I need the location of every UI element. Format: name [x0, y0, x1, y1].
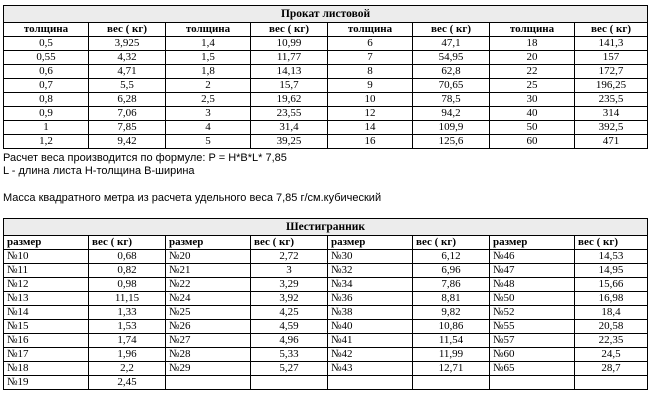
table-cell: 7,06 [89, 107, 166, 121]
table-cell: №27 [166, 334, 251, 348]
table-cell [413, 376, 490, 390]
table-cell: 6 [328, 37, 413, 51]
table-cell: 5,33 [251, 348, 328, 362]
table-cell: 0,5 [4, 37, 89, 51]
table-cell: №28 [166, 348, 251, 362]
table-cell: 15,66 [575, 278, 648, 292]
table-cell: 235,5 [575, 93, 648, 107]
table-row [4, 278, 648, 292]
table-cell: 9,42 [89, 135, 166, 149]
table-cell: 50 [490, 121, 575, 135]
table-cell: №47 [490, 264, 575, 278]
table-cell: №65 [490, 362, 575, 376]
table-cell: 94,2 [413, 107, 490, 121]
table-cell: №14 [4, 306, 89, 320]
table-cell: 28,7 [575, 362, 648, 376]
table-cell: 14,53 [575, 250, 648, 264]
variables-legend: L - длина листа H-толщина B-ширина [3, 165, 195, 177]
column-header: размер [490, 236, 575, 250]
table-cell: 4,59 [251, 320, 328, 334]
table-cell: 20,58 [575, 320, 648, 334]
sheet-table-title: Прокат листовой [4, 6, 648, 23]
table-cell: 196,25 [575, 79, 648, 93]
table-row [4, 250, 648, 264]
table-cell: 3,925 [89, 37, 166, 51]
table-cell: 3 [251, 264, 328, 278]
table-cell: №24 [166, 292, 251, 306]
column-header: размер [328, 236, 413, 250]
table-cell: 54,95 [413, 51, 490, 65]
table-cell: 12 [328, 107, 413, 121]
table-row [4, 37, 648, 51]
table-cell: 109,9 [413, 121, 490, 135]
table-cell: №57 [490, 334, 575, 348]
table-cell: 40 [490, 107, 575, 121]
table-cell: 22 [490, 65, 575, 79]
table-cell: 7,86 [413, 278, 490, 292]
table-cell: 4,96 [251, 334, 328, 348]
table-cell [251, 376, 328, 390]
table-cell: №60 [490, 348, 575, 362]
table-cell: 7,85 [89, 121, 166, 135]
table-cell: №32 [328, 264, 413, 278]
table-cell: 14,95 [575, 264, 648, 278]
table-cell: №36 [328, 292, 413, 306]
table-cell: №52 [490, 306, 575, 320]
table-cell: 8,81 [413, 292, 490, 306]
table-row [4, 107, 648, 121]
table-cell: 314 [575, 107, 648, 121]
table-row [4, 93, 648, 107]
formula-note: Расчет веса производится по формуле: P = H*B*L* 7,85 [3, 152, 287, 164]
table-row [4, 292, 648, 306]
table-cell: №55 [490, 320, 575, 334]
table-cell: 4,32 [89, 51, 166, 65]
table-cell [166, 376, 251, 390]
hex-table-title: Шестигранник [4, 219, 648, 236]
table-cell: 4 [166, 121, 251, 135]
table-cell: №17 [4, 348, 89, 362]
table-cell: 39,25 [251, 135, 328, 149]
table-cell: 3 [166, 107, 251, 121]
table-row [4, 348, 648, 362]
table-cell: 0,82 [89, 264, 166, 278]
table-cell: 2,5 [166, 93, 251, 107]
table-cell: 18,4 [575, 306, 648, 320]
table-cell: №46 [490, 250, 575, 264]
table-cell: 6,28 [89, 93, 166, 107]
table-cell: 471 [575, 135, 648, 149]
column-header: вес ( кг) [413, 236, 490, 250]
table-cell: 3,92 [251, 292, 328, 306]
table-cell: 30 [490, 93, 575, 107]
table-cell: 1,96 [89, 348, 166, 362]
table-cell [575, 376, 648, 390]
hexagon-table [3, 218, 648, 390]
sheet-metal-table [3, 5, 648, 149]
table-cell: 0,8 [4, 93, 89, 107]
table-cell: 125,6 [413, 135, 490, 149]
table-cell [490, 376, 575, 390]
table-cell: 5 [166, 135, 251, 149]
table-cell: 11,99 [413, 348, 490, 362]
table-cell: 14 [328, 121, 413, 135]
table-cell: 10,86 [413, 320, 490, 334]
column-header: вес ( кг) [89, 23, 166, 37]
table-cell: 60 [490, 135, 575, 149]
table-row [4, 51, 648, 65]
table-cell: 23,55 [251, 107, 328, 121]
table-cell: 6,96 [413, 264, 490, 278]
table-cell: 6,12 [413, 250, 490, 264]
table-cell: 0,7 [4, 79, 89, 93]
table-cell: 9,82 [413, 306, 490, 320]
table-cell: 392,5 [575, 121, 648, 135]
table-cell: №21 [166, 264, 251, 278]
table-cell: №40 [328, 320, 413, 334]
table-row [4, 121, 648, 135]
table-cell: 24,5 [575, 348, 648, 362]
table-cell: 1,4 [166, 37, 251, 51]
column-header: вес ( кг) [413, 23, 490, 37]
column-header: толщина [490, 23, 575, 37]
table-cell: №11 [4, 264, 89, 278]
table-cell: 8 [328, 65, 413, 79]
table-row [4, 65, 648, 79]
table-cell: №50 [490, 292, 575, 306]
table-cell: 22,35 [575, 334, 648, 348]
table-cell: 20 [490, 51, 575, 65]
table-row [4, 135, 648, 149]
table-cell: 4,71 [89, 65, 166, 79]
table-cell: 16,98 [575, 292, 648, 306]
table-cell: 11,77 [251, 51, 328, 65]
column-header: вес ( кг) [575, 23, 648, 37]
table-row [4, 264, 648, 278]
column-header: вес ( кг) [575, 236, 648, 250]
sheet-header-row [4, 23, 648, 37]
table-cell: 1,53 [89, 320, 166, 334]
table-cell: №15 [4, 320, 89, 334]
table-cell: №19 [4, 376, 89, 390]
column-header: вес ( кг) [89, 236, 166, 250]
table-cell: 0,6 [4, 65, 89, 79]
column-header: вес ( кг) [251, 23, 328, 37]
table-cell: 1,5 [166, 51, 251, 65]
table-cell: 9 [328, 79, 413, 93]
table-cell: 11,15 [89, 292, 166, 306]
table-cell: 2 [166, 79, 251, 93]
column-header: толщина [4, 23, 89, 37]
table-cell: 78,5 [413, 93, 490, 107]
table-cell: 19,62 [251, 93, 328, 107]
table-cell: 1,8 [166, 65, 251, 79]
table-cell: 172,7 [575, 65, 648, 79]
table-cell: 4,25 [251, 306, 328, 320]
table-cell [328, 376, 413, 390]
table-cell: №42 [328, 348, 413, 362]
table-cell: 2,45 [89, 376, 166, 390]
table-cell: №34 [328, 278, 413, 292]
table-cell: 0,55 [4, 51, 89, 65]
table-cell: №26 [166, 320, 251, 334]
table-cell: №48 [490, 278, 575, 292]
table-cell: 12,71 [413, 362, 490, 376]
table-row [4, 306, 648, 320]
table-cell: 18 [490, 37, 575, 51]
table-cell: №29 [166, 362, 251, 376]
table-cell: №30 [328, 250, 413, 264]
table-cell: 62,8 [413, 65, 490, 79]
table-cell: 10,99 [251, 37, 328, 51]
table-cell: №12 [4, 278, 89, 292]
column-header: толщина [166, 23, 251, 37]
table-cell: 31,4 [251, 121, 328, 135]
table-cell: 14,13 [251, 65, 328, 79]
table-cell: 0,68 [89, 250, 166, 264]
table-row [4, 79, 648, 93]
table-cell: 11,54 [413, 334, 490, 348]
table-cell: 157 [575, 51, 648, 65]
table-cell: №16 [4, 334, 89, 348]
table-cell: 10 [328, 93, 413, 107]
table-cell: 141,3 [575, 37, 648, 51]
sheet-table-body [4, 37, 648, 149]
table-cell: 47,1 [413, 37, 490, 51]
column-header: размер [166, 236, 251, 250]
column-header: размер [4, 236, 89, 250]
table-cell: №13 [4, 292, 89, 306]
table-cell: 1,74 [89, 334, 166, 348]
table-row [4, 376, 648, 390]
table-cell: №38 [328, 306, 413, 320]
table-cell: 0,9 [4, 107, 89, 121]
table-cell: 70,65 [413, 79, 490, 93]
table-cell: 3,29 [251, 278, 328, 292]
table-row [4, 362, 648, 376]
table-cell: 7 [328, 51, 413, 65]
hex-header-row [4, 236, 648, 250]
table-cell: 1,2 [4, 135, 89, 149]
table-row [4, 320, 648, 334]
column-header: толщина [328, 23, 413, 37]
table-cell: 15,7 [251, 79, 328, 93]
table-cell: 5,5 [89, 79, 166, 93]
table-cell: №41 [328, 334, 413, 348]
table-cell: №20 [166, 250, 251, 264]
table-cell: №22 [166, 278, 251, 292]
table-cell: 0,98 [89, 278, 166, 292]
table-cell: №43 [328, 362, 413, 376]
hex-table-body [4, 250, 648, 390]
table-cell: №25 [166, 306, 251, 320]
table-cell: 16 [328, 135, 413, 149]
table-cell: 1,33 [89, 306, 166, 320]
table-cell: 5,27 [251, 362, 328, 376]
table-cell: 1 [4, 121, 89, 135]
table-cell: 2,72 [251, 250, 328, 264]
table-cell: 25 [490, 79, 575, 93]
table-cell: №10 [4, 250, 89, 264]
density-note: Масса квадратного метра из расчета удельного веса 7,85 г/см.кубический [3, 192, 382, 204]
table-cell: №18 [4, 362, 89, 376]
table-cell: 2,2 [89, 362, 166, 376]
column-header: вес ( кг) [251, 236, 328, 250]
table-row [4, 334, 648, 348]
